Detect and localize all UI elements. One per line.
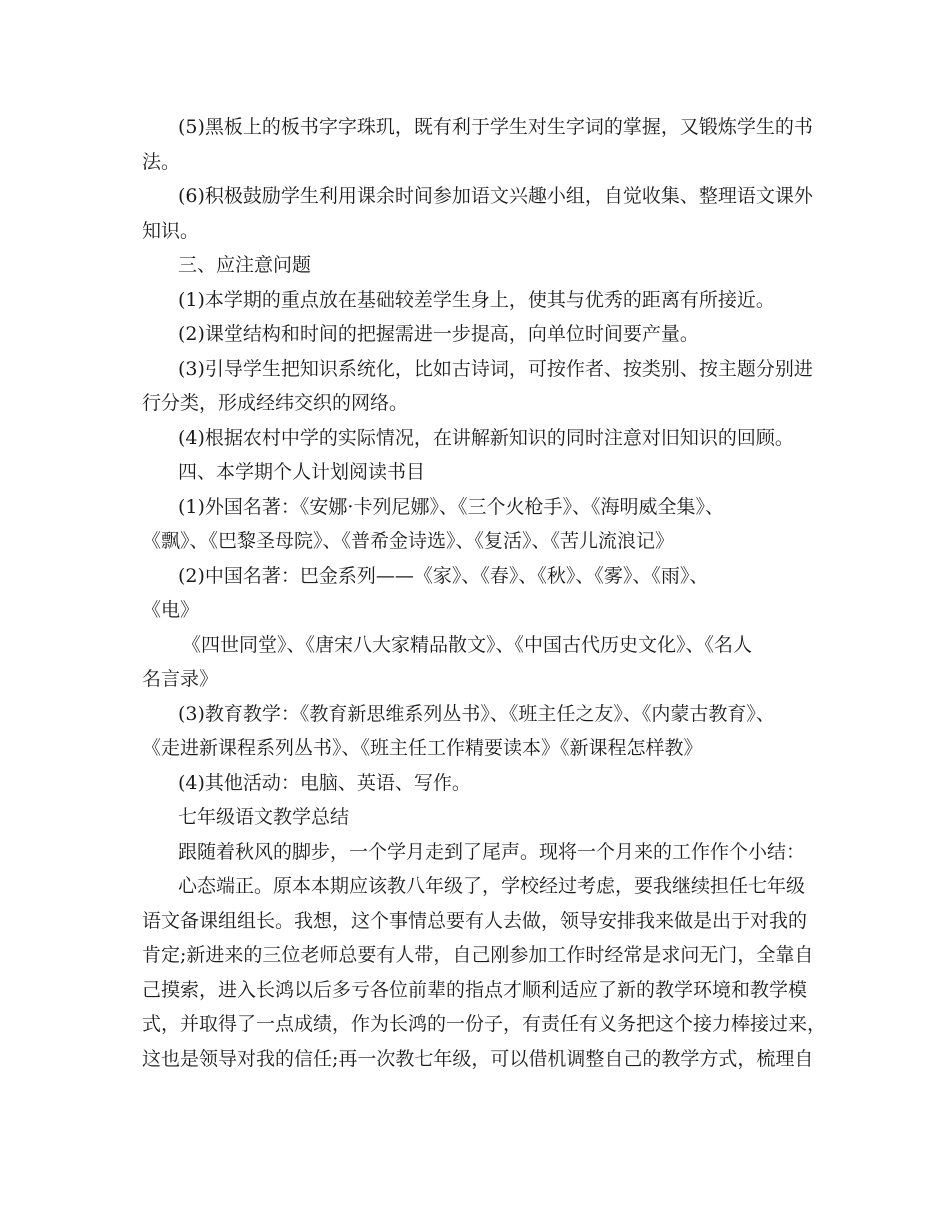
text-line: 《四世同堂》、《唐宋八大家精品散文》、《中国古代历史文化》、《名人 bbox=[182, 633, 753, 656]
text-line: (5)黑板上的板书字字珠玑，既有利于学生对生字词的掌握，又锻炼学生的书 bbox=[178, 116, 813, 138]
text-line: 语文备课组组长。我想，这个事情总要有人去做，领导安排我来做是出于对我的 bbox=[142, 909, 808, 932]
text-line: 名言录》 bbox=[142, 668, 219, 690]
text-line: 己摸索，进入长鸿以后多亏各位前辈的指点才顺利适应了新的教学环境和教学模 bbox=[142, 978, 808, 1001]
text-line: 式，并取得了一点成绩，作为长鸿的一份子，有责任有义务把这个接力棒接过来， bbox=[142, 1013, 827, 1035]
text-line: (1)外国名著：《安娜·卡列尼娜》、《三个火枪手》、《海明威全集》、 bbox=[178, 495, 724, 518]
text-line: 《走进新课程系列丛书》、《班主任工作精要读本》《新课程怎样教》 bbox=[142, 737, 703, 759]
text-line: 行分类，形成经纬交织的网络。 bbox=[142, 392, 409, 414]
text-line: (1)本学期的重点放在基础较差学生身上，使其与优秀的距离有所接近。 bbox=[178, 288, 775, 311]
text-line: (3)引导学生把知识系统化，比如古诗词，可按作者、按类别、按主题分别进 bbox=[178, 357, 813, 380]
text-line: 七年级语文教学总结 bbox=[178, 806, 350, 828]
text-line: 三、应注意问题 bbox=[178, 254, 312, 276]
text-line: 心态端正。原本本期应该教八年级了，学校经过考虑，要我继续担任七年级 bbox=[178, 875, 806, 897]
text-line: (3)教育教学：《教育新思维系列丛书》、《班主任之友》、《内蒙古教育》、 bbox=[178, 702, 775, 725]
text-line: 四、本学期个人计划阅读书目 bbox=[178, 461, 426, 483]
text-line: 这也是领导对我的信任;再一次教七年级，可以借机调整自己的教学方式，梳理自 bbox=[142, 1047, 814, 1070]
text-line: (2)中国名著：巴金系列——《家》、《春》、《秋》、《雾》、《雨》、 bbox=[178, 564, 709, 587]
text-line: 《飘》、《巴黎圣母院》、《普希金诗选》、《复活》、《苦儿流浪记》 bbox=[142, 530, 675, 552]
text-line: 法。 bbox=[142, 150, 181, 173]
text-line: (4)根据农村中学的实际情况，在讲解新知识的同时注意对旧知识的回顾。 bbox=[178, 426, 794, 449]
text-line: 《电》 bbox=[142, 599, 200, 621]
document-body bbox=[142, 110, 827, 1076]
text-line: 肯定;新进来的三位老师总要有人带，自己刚参加工作时经常是求问无门，全靠自 bbox=[142, 944, 814, 966]
text-line: (6)积极鼓励学生利用课余时间参加语文兴趣小组，自觉收集、整理语文课外 bbox=[178, 185, 813, 207]
text-line: (4)其他活动：电脑、英语、写作。 bbox=[178, 771, 471, 794]
text-line: 知识。 bbox=[142, 219, 200, 242]
text-line: 跟随着秋风的脚步，一个学月走到了尾声。现将一个月来的工作作个小结： bbox=[178, 840, 806, 863]
text-line: (2)课堂结构和时间的把握需进一步提高，向单位时间要产量。 bbox=[178, 323, 699, 345]
